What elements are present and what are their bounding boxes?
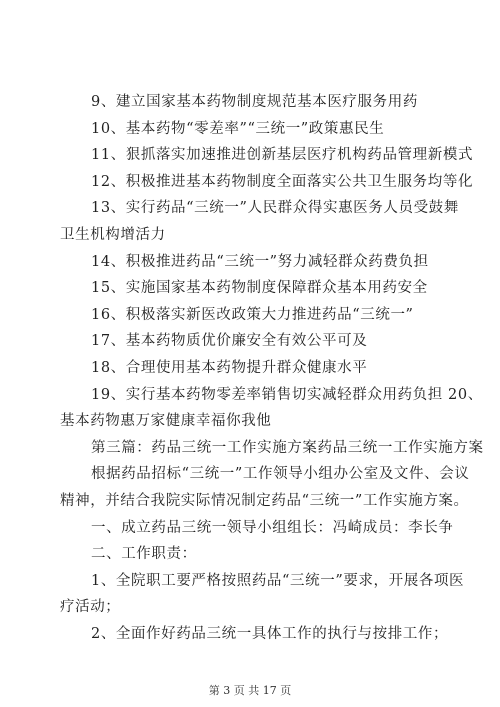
text-line-4: 12、积极推进基本药物制度全面落实公共卫生服务均等化 bbox=[91, 174, 474, 190]
text-line-8: 15、实施国家基本药物制度保障群众基本用药安全 bbox=[91, 280, 428, 296]
text-line-17: 一、成立药品三统一领导小组组长：冯崎成员：李长争 bbox=[91, 520, 454, 536]
text-line-20: 疗活动； bbox=[60, 599, 121, 615]
page-number-footer: 第 3 页 共 17 页 bbox=[208, 684, 292, 697]
text-line-19: 1、全院职工要严格按照药品“三统一”要求，开展各项医 bbox=[91, 573, 465, 589]
text-line-7: 14、积极推进药品“三统一”努力减轻群众药费负担 bbox=[91, 254, 429, 270]
text-line-11: 18、合理使用基本药物提升群众健康水平 bbox=[91, 360, 368, 376]
text-line-21: 2、全面作好药品三统一具体工作的执行与按排工作； bbox=[91, 626, 449, 642]
text-line-10: 17、基本药物质优价廉安全有效公平可及 bbox=[91, 333, 368, 349]
text-line-12: 19、实行基本药物零差率销售切实减轻群众用药负担 20、 bbox=[91, 387, 483, 403]
text-line-9: 16、积极落实新医改政策大力推进药品“三统一” bbox=[91, 307, 414, 323]
text-line-3: 11、狠抓落实加速推进创新基层医疗机构药品管理新模式 bbox=[91, 147, 474, 163]
text-line-14: 第三篇：药品三统一工作实施方案药品三统一工作实施方案 bbox=[91, 440, 484, 456]
text-line-5: 13、实行药品“三统一”人民群众得实惠医务人员受鼓舞 bbox=[91, 200, 459, 216]
text-line-6: 卫生机构增活力 bbox=[60, 227, 166, 243]
text-line-2: 10、基本药物“零差率”“三统一”政策惠民生 bbox=[91, 121, 385, 137]
text-line-1: 9、建立国家基本药物制度规范基本医疗服务用药 bbox=[91, 94, 418, 110]
text-line-13: 基本药物惠万家健康幸福你我他 bbox=[60, 413, 272, 429]
text-line-18: 二、工作职责： bbox=[91, 546, 197, 562]
text-line-15: 根据药品招标“三统一”工作领导小组办公室及文件、会议 bbox=[91, 466, 470, 482]
text-line-16: 精神，并结合我院实际情况制定药品“三统一”工作实施方案。 bbox=[60, 493, 469, 509]
